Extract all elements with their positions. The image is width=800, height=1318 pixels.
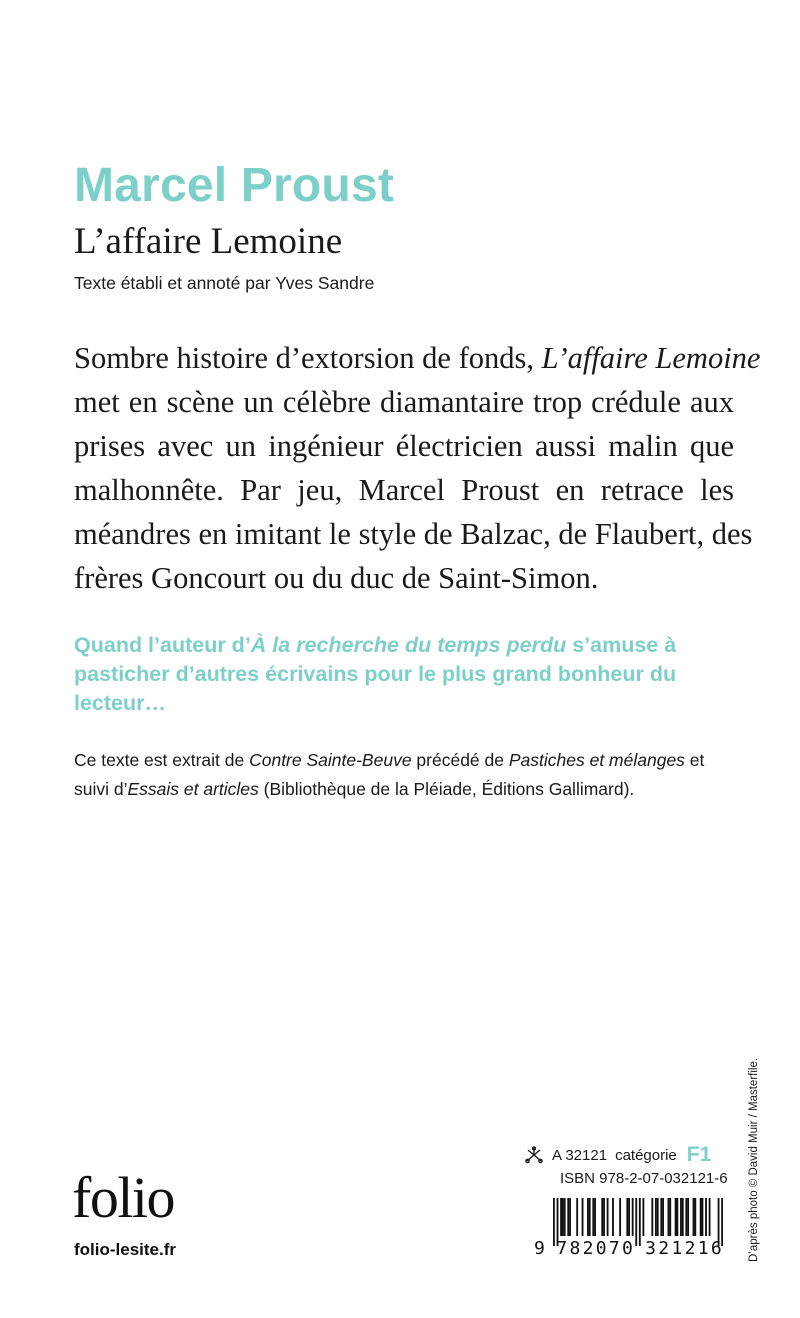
barcode-bar <box>702 1198 704 1236</box>
summary-line: méandres en imitant le style de Balzac, de Flaubert, des <box>74 517 753 551</box>
barcode-bar <box>594 1198 596 1236</box>
source-text: Ce texte est extrait de <box>74 750 250 770</box>
tagline <box>74 631 734 718</box>
source-text: et <box>684 750 705 770</box>
barcode-bar <box>657 1198 659 1236</box>
summary-line: prises avec un ingénieur électricien aussi malin que <box>74 429 734 463</box>
barcode-bar <box>632 1198 634 1236</box>
photo-credit: D’après photo © David Muir / Masterfile. <box>748 1057 760 1262</box>
barcode-bar <box>587 1198 589 1236</box>
summary-line <box>74 336 761 380</box>
barcode-bar <box>669 1198 671 1236</box>
barcode-bar <box>687 1198 689 1236</box>
barcode-bar <box>592 1198 594 1236</box>
barcode-first-digit: 9 <box>534 1238 545 1259</box>
barcode-digits <box>534 1238 724 1259</box>
barcode-bar <box>655 1198 657 1236</box>
barcode-bar <box>705 1198 707 1236</box>
barcode-bar <box>576 1198 578 1236</box>
barcode-bar <box>700 1198 702 1236</box>
summary-line: malhonnête. Par jeu, Marcel Proust en retrace les <box>74 473 734 507</box>
source-title-italic: Pastiches et mélanges <box>508 750 685 770</box>
summary-text: Sombre histoire d’extorsion de fonds, <box>74 341 542 375</box>
barcode-bar <box>693 1198 695 1236</box>
barcode-bar <box>582 1198 584 1236</box>
editor-note: Texte établi et annoté par Yves Sandre <box>74 273 375 293</box>
tagline-text: Quand l’auteur d’ <box>74 633 251 657</box>
book-title: L’affaire Lemoine <box>74 221 343 262</box>
source-text: (Bibliothèque de la Pléiade, Éditions Gallimard). <box>258 779 635 799</box>
barcode-bar <box>562 1198 564 1236</box>
tagline-line: pasticher d’autres écrivains pour le plus grand bonheur du <box>74 662 677 686</box>
folio-logo: folio <box>72 1165 175 1230</box>
barcode-left-group: 782070 <box>556 1238 636 1259</box>
gallimard-emblem-icon <box>524 1146 544 1164</box>
barcode-bar <box>601 1198 603 1236</box>
summary-title-italic: L’affaire Lemoine <box>541 341 761 375</box>
catalog-number: A 32121 <box>552 1146 608 1164</box>
source-line <box>74 775 734 804</box>
barcode-bar <box>694 1198 696 1236</box>
source-note <box>74 746 734 804</box>
barcode-bar <box>619 1198 621 1236</box>
barcode-bar <box>567 1198 569 1236</box>
category-label: catégorie <box>615 1146 677 1164</box>
tagline-line <box>74 631 734 660</box>
barcode-right-group: 321216 <box>645 1238 724 1259</box>
barcode-bar <box>662 1198 664 1236</box>
barcode-bar <box>685 1198 687 1236</box>
barcode-bar <box>589 1198 591 1236</box>
publisher-website: folio-lesite.fr <box>74 1240 177 1259</box>
tagline-line: lecteur… <box>74 691 167 715</box>
summary-line: frères Goncourt ou du duc de Saint-Simon. <box>74 561 599 595</box>
barcode-bar <box>603 1198 605 1236</box>
author-name: Marcel Proust <box>74 159 395 212</box>
barcode-bar <box>642 1198 644 1236</box>
source-line <box>74 746 734 775</box>
source-title-italic: Essais et articles <box>127 779 259 799</box>
source-text: précédé de <box>411 750 509 770</box>
barcode-bar <box>560 1198 562 1236</box>
category-code: F1 <box>686 1143 712 1166</box>
summary-paragraph <box>74 336 761 600</box>
barcode-bar <box>709 1198 711 1236</box>
barcode-bar <box>651 1198 653 1236</box>
catalog-info <box>524 1144 711 1166</box>
barcode-bar <box>612 1198 614 1236</box>
barcode-bar <box>668 1198 670 1236</box>
source-text: suivi d’ <box>74 779 128 799</box>
barcode-bar <box>675 1198 677 1236</box>
barcode-bar <box>660 1198 662 1236</box>
barcode-bar <box>682 1198 684 1236</box>
barcode-bar <box>607 1198 609 1236</box>
tagline-text: s’amuse à <box>566 633 677 657</box>
barcode-bar <box>628 1198 630 1236</box>
barcode-bar <box>676 1198 678 1236</box>
barcode-bar <box>680 1198 682 1236</box>
summary-line: met en scène un célèbre diamantaire trop crédule aux <box>74 385 734 419</box>
barcode-bar <box>569 1198 571 1236</box>
barcode-bar <box>564 1198 566 1236</box>
isbn: ISBN 978-2-07-032121-6 <box>560 1170 728 1187</box>
barcode-bar <box>626 1198 628 1236</box>
source-title-italic: Contre Sainte-Beuve <box>249 750 412 770</box>
tagline-title-italic: À la recherche du temps perdu <box>250 633 567 657</box>
